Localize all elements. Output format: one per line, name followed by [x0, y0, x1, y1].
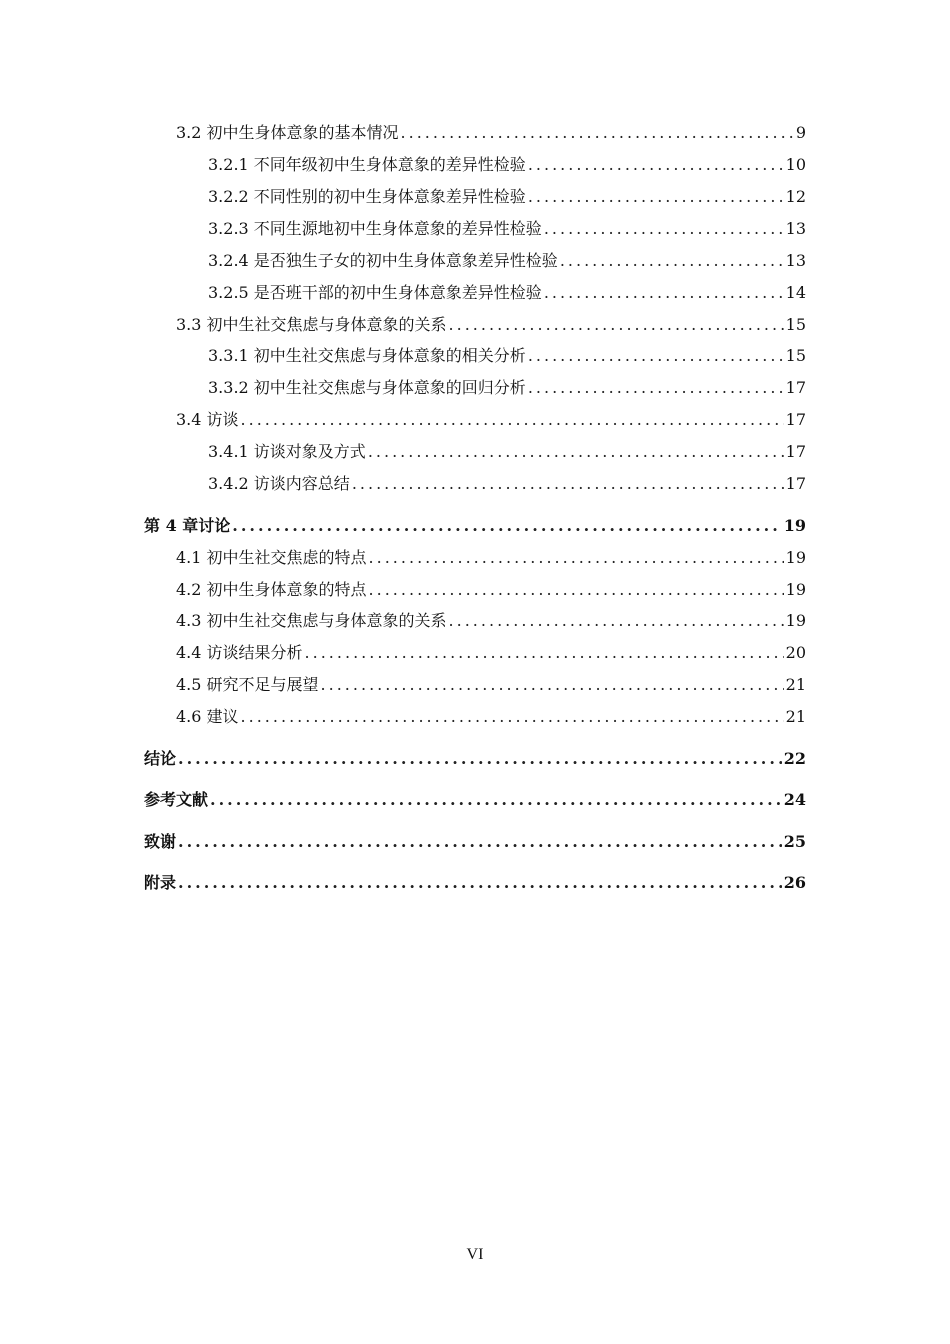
toc-entry-page: 19 — [785, 548, 806, 567]
toc-entry[interactable] — [176, 409, 806, 431]
toc-entry-page: 20 — [785, 643, 806, 662]
toc-entry[interactable] — [176, 610, 806, 632]
toc-entry-chapter[interactable] — [144, 515, 806, 537]
toc-entry-page: 21 — [785, 707, 806, 726]
toc-entry-label: 4.1 初中生社交焦虑的特点 — [176, 548, 367, 567]
toc-entry-page: 17 — [785, 410, 806, 429]
toc-entry-label: 3.4.2 访谈内容总结 — [208, 474, 350, 493]
toc-entry-label: 3.3.2 初中生社交焦虑与身体意象的回归分析 — [208, 378, 526, 397]
toc-entry-chapter[interactable] — [144, 748, 806, 770]
toc-entry-label: 3.3.1 初中生社交焦虑与身体意象的相关分析 — [208, 346, 526, 365]
toc-entry-label: 第 4 章讨论 — [144, 516, 231, 535]
toc-entry[interactable] — [208, 441, 806, 463]
toc-entry[interactable] — [208, 186, 806, 208]
toc-entry-page: 15 — [785, 315, 806, 334]
toc-leader-dots — [368, 441, 784, 463]
toc-entry-page: 12 — [785, 187, 806, 206]
toc-entry-label: 4.6 建议 — [176, 707, 239, 726]
toc-entry-page: 17 — [785, 378, 806, 397]
toc-leader-dots — [241, 409, 784, 431]
toc-entry-label: 3.2 初中生身体意象的基本情况 — [176, 123, 399, 142]
toc-entry[interactable] — [176, 314, 806, 336]
toc-entry-label: 3.2.3 不同生源地初中生身体意象的差异性检验 — [208, 219, 542, 238]
toc-entry[interactable] — [208, 473, 806, 495]
toc-entry-page: 19 — [785, 611, 806, 630]
toc-entry[interactable] — [176, 706, 806, 728]
toc-entry-label: 致谢 — [144, 832, 177, 851]
toc-entry[interactable] — [176, 579, 806, 601]
toc-entry-label: 参考文献 — [144, 790, 209, 809]
toc-leader-dots — [401, 122, 794, 144]
toc-leader-dots — [369, 547, 784, 569]
toc-entry[interactable] — [208, 154, 806, 176]
toc-entry-label: 4.5 研究不足与展望 — [176, 675, 319, 694]
toc-entry[interactable] — [208, 218, 806, 240]
toc-leader-dots — [178, 872, 782, 894]
toc-entry-label: 4.3 初中生社交焦虑与身体意象的关系 — [176, 611, 447, 630]
toc-entry[interactable] — [176, 674, 806, 696]
toc-entry-page: 13 — [785, 219, 806, 238]
toc-entry-page: 15 — [785, 346, 806, 365]
toc-entry-page: 26 — [783, 873, 806, 892]
toc-leader-dots — [528, 377, 784, 399]
toc-leader-dots — [241, 706, 784, 728]
toc-entry-label: 附录 — [144, 873, 177, 892]
page-number: VI — [466, 1246, 484, 1263]
toc-entry[interactable] — [176, 642, 806, 664]
toc-leader-dots — [178, 748, 782, 770]
toc-entry-chapter[interactable] — [144, 831, 806, 853]
toc-leader-dots — [528, 345, 784, 367]
toc-entry-label: 3.2.4 是否独生子女的初中生身体意象差异性检验 — [208, 251, 558, 270]
toc-entry-label: 3.2.2 不同性别的初中生身体意象差异性检验 — [208, 187, 526, 206]
toc-entry-page: 17 — [785, 442, 806, 461]
toc-entry[interactable] — [208, 377, 806, 399]
toc-leader-dots — [449, 314, 784, 336]
toc-entry[interactable] — [208, 250, 806, 272]
toc-entry-page: 22 — [783, 749, 806, 768]
toc-entry[interactable] — [176, 122, 806, 144]
toc-entry-page: 24 — [783, 790, 806, 809]
toc-entry-chapter[interactable] — [144, 789, 806, 811]
toc-leader-dots — [232, 515, 781, 537]
toc-entry-label: 3.2.5 是否班干部的初中生身体意象差异性检验 — [208, 283, 542, 302]
toc-entry-label: 3.2.1 不同年级初中生身体意象的差异性检验 — [208, 155, 526, 174]
toc-entry-label: 3.4 访谈 — [176, 410, 239, 429]
toc-entry-page: 13 — [785, 251, 806, 270]
toc-entry[interactable] — [176, 547, 806, 569]
toc-leader-dots — [210, 789, 782, 811]
toc-entry-page: 19 — [783, 516, 806, 535]
toc-entry-label: 结论 — [144, 749, 177, 768]
toc-entry-label: 3.3 初中生社交焦虑与身体意象的关系 — [176, 315, 447, 334]
toc-leader-dots — [528, 186, 784, 208]
toc-entry-page: 17 — [785, 474, 806, 493]
toc-leader-dots — [305, 642, 784, 664]
toc-leader-dots — [369, 579, 784, 601]
toc-leader-dots — [560, 250, 784, 272]
toc-entry-page: 21 — [785, 675, 806, 694]
toc-entry[interactable] — [208, 282, 806, 304]
toc-entry-label: 4.4 访谈结果分析 — [176, 643, 303, 662]
toc-leader-dots — [352, 473, 784, 495]
toc-entry[interactable] — [208, 345, 806, 367]
toc-leader-dots — [528, 154, 784, 176]
toc-entry-label: 4.2 初中生身体意象的特点 — [176, 580, 367, 599]
toc-leader-dots — [544, 218, 784, 240]
toc-leader-dots — [449, 610, 784, 632]
toc-entry-page: 19 — [785, 580, 806, 599]
toc-leader-dots — [544, 282, 784, 304]
toc-entry-page: 14 — [785, 283, 806, 302]
toc-entry-label: 3.4.1 访谈对象及方式 — [208, 442, 366, 461]
toc-entry-page: 25 — [783, 832, 806, 851]
toc-entry-page: 9 — [795, 123, 806, 142]
toc-entry-page: 10 — [785, 155, 806, 174]
toc-entry-chapter[interactable] — [144, 872, 806, 894]
toc-leader-dots — [178, 831, 782, 853]
toc-leader-dots — [321, 674, 784, 696]
